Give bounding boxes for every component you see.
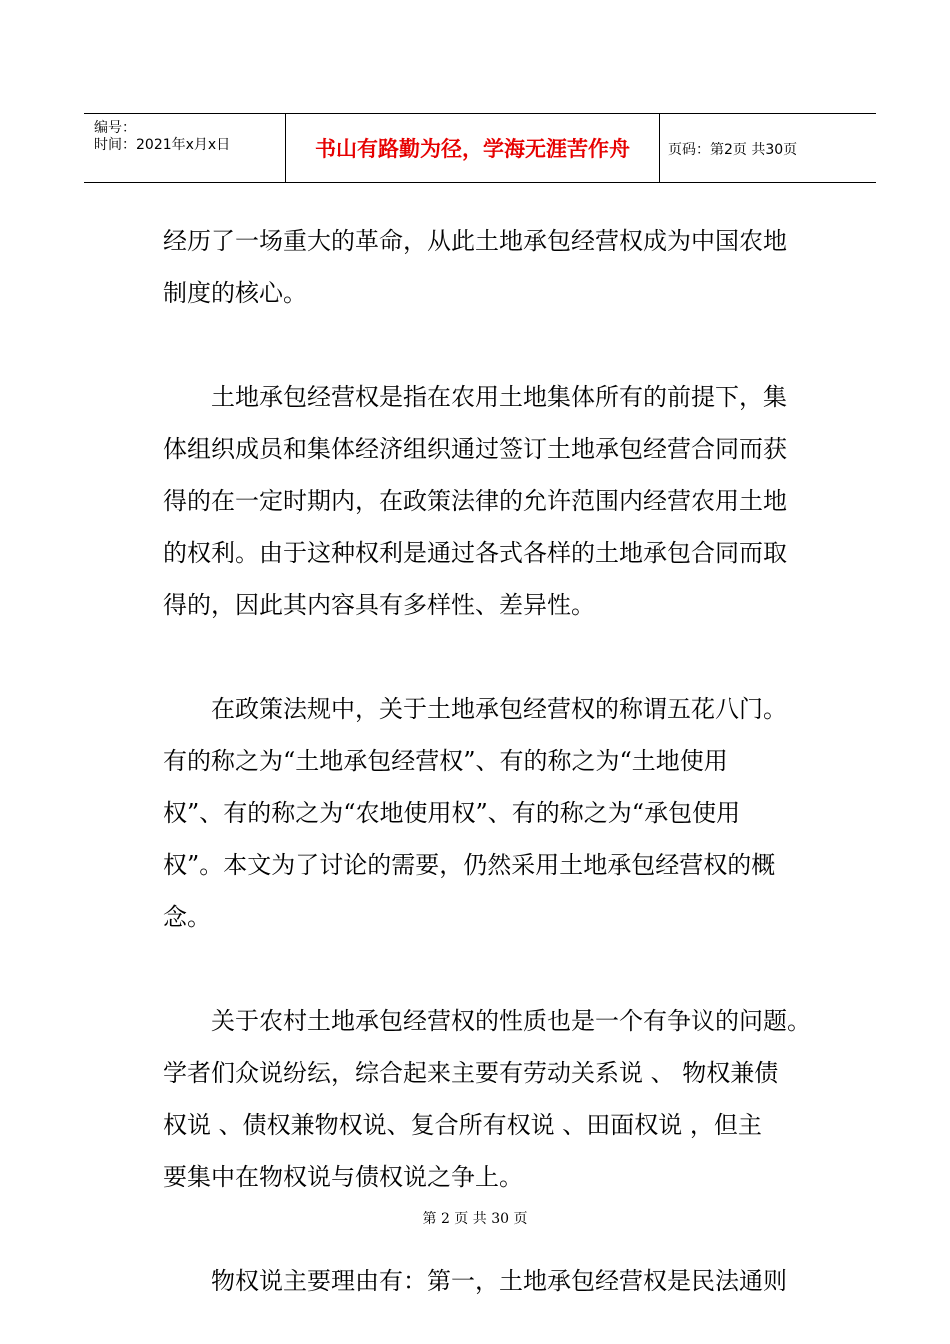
body-line: 体组织成员和集体经济组织通过签订土地承包经营合同而获	[163, 435, 787, 463]
body-line: 得的在一定时期内，在政策法律的允许范围内经营农用土地	[163, 487, 787, 515]
header-motto: 书山有路勤为径，学海无涯苦作舟	[315, 136, 630, 161]
document-header	[84, 113, 876, 183]
header-page-info: 页码：第2页 共30页	[668, 142, 798, 158]
body-line: 制度的核心。	[163, 279, 307, 307]
header-page-cell	[659, 114, 876, 182]
paragraph-gap	[163, 631, 813, 683]
body-line: 在政策法规中，关于土地承包经营权的称谓五花八门。	[163, 695, 787, 723]
paragraph-gap	[163, 943, 813, 995]
document-number-label: 编号：	[94, 120, 136, 136]
body-line: 要集中在物权说与债权说之争上。	[163, 1163, 523, 1191]
document-time-label: 时间：2021年x月x日	[94, 137, 231, 153]
paragraph-gap	[163, 319, 813, 371]
body-line: 权”。本文为了讨论的需要，仍然采用土地承包经营权的概	[163, 851, 776, 879]
body-line: 权说 、债权兼物权说、复合所有权说 、田面权说 ，但主	[163, 1111, 762, 1139]
body-line: 学者们众说纷纭，综合起来主要有劳动关系说 、 物权兼债	[163, 1059, 779, 1087]
body-line: 关于农村土地承包经营权的性质也是一个有争议的问题。	[163, 1007, 811, 1035]
header-motto-cell	[285, 114, 660, 182]
body-line: 念。	[163, 903, 211, 931]
body-line: 权”、有的称之为“农地使用权”、有的称之为“承包使用	[163, 799, 741, 827]
body-line: 物权说主要理由有：第一，土地承包经营权是民法通则	[163, 1267, 787, 1295]
body-line: 经历了一场重大的革命，从此土地承包经营权成为中国农地	[163, 227, 787, 255]
body-line: 的权利。由于这种权利是通过各式各样的土地承包合同而取	[163, 539, 787, 567]
header-meta-cell	[84, 114, 285, 182]
body-line: 有的称之为“土地承包经营权”、有的称之为“土地使用	[163, 747, 728, 775]
page-footer: 第 2 页 共 30 页	[422, 1211, 528, 1227]
body-line: 土地承包经营权是指在农用土地集体所有的前提下，集	[163, 383, 787, 411]
document-body	[163, 215, 813, 1307]
body-line: 得的，因此其内容具有多样性、差异性。	[163, 591, 595, 619]
